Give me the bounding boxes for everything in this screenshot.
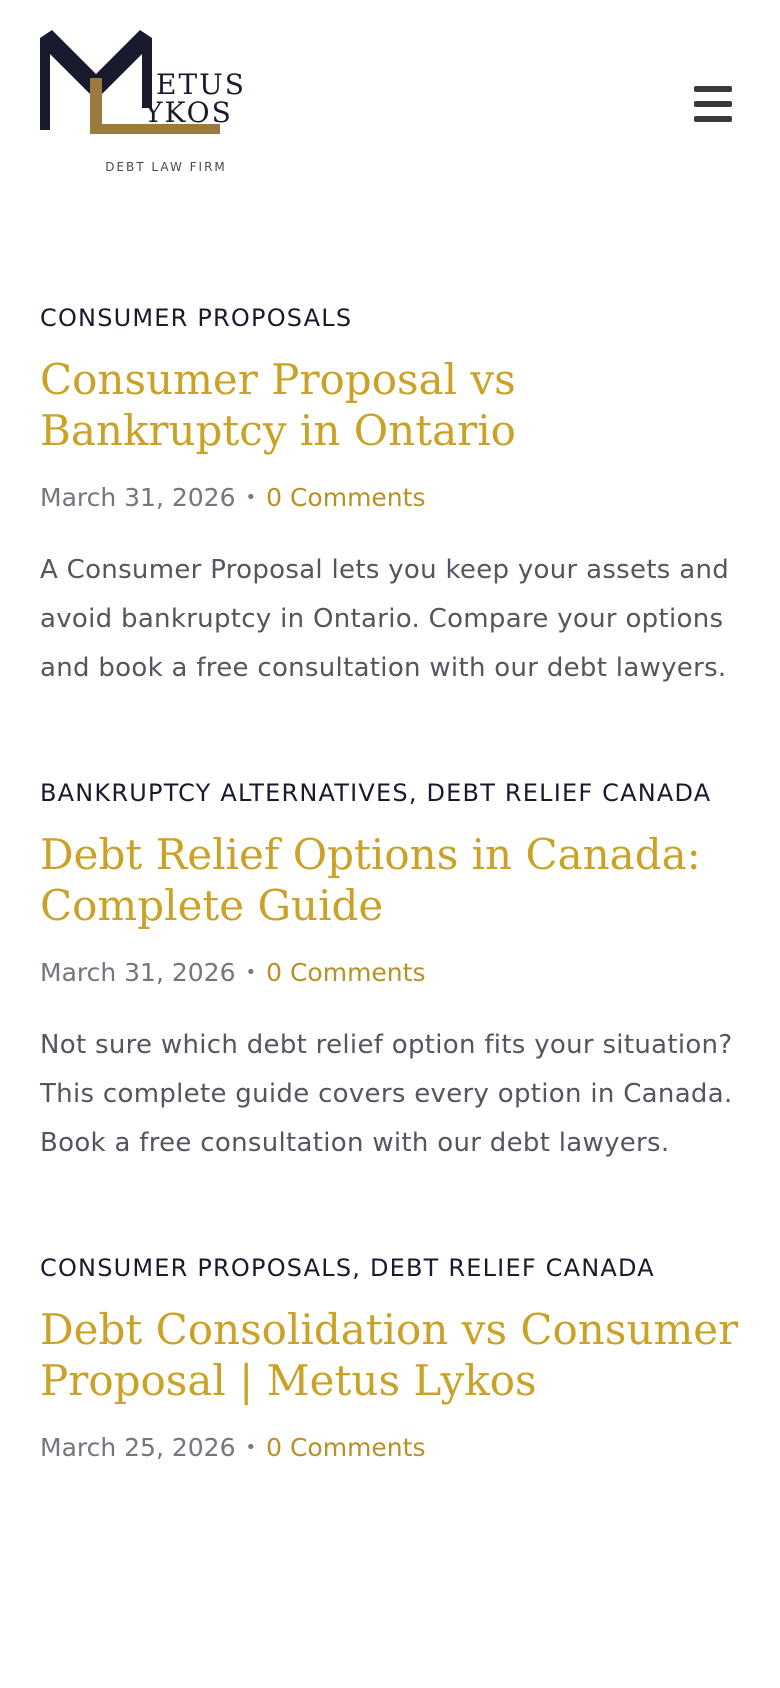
meta-separator: • (245, 487, 257, 508)
meta-separator: • (245, 962, 257, 983)
category-link[interactable]: DEBT RELIEF CANADA (426, 779, 712, 807)
post-title-link[interactable]: Debt Relief Options in Canada: Complete Guide (40, 830, 701, 930)
post-item (40, 775, 740, 1168)
post-title-link[interactable]: Consumer Proposal vs Bankruptcy in Ontario (40, 355, 516, 455)
post-item (40, 1250, 740, 1468)
site-logo[interactable] (40, 30, 270, 180)
hamburger-menu-icon[interactable] (692, 86, 736, 126)
post-title (40, 354, 740, 456)
category-link[interactable]: DEBT RELIEF CANADA (369, 1254, 655, 1282)
post-meta (40, 953, 740, 993)
logo-line1: ETUS (156, 68, 246, 101)
comments-link[interactable]: 0 Comments (266, 1433, 426, 1462)
post-meta (40, 1428, 740, 1468)
logo-line2: YKOS (144, 96, 233, 129)
post-title (40, 829, 740, 931)
post-item (40, 300, 740, 693)
post-meta (40, 478, 740, 518)
menu-bar (694, 101, 732, 107)
category-link[interactable]: CONSUMER PROPOSALS (40, 1254, 353, 1282)
meta-separator: • (245, 1437, 257, 1458)
menu-bar (694, 116, 732, 122)
category-link[interactable]: CONSUMER PROPOSALS (40, 304, 353, 332)
post-date: March 31, 2026 (40, 483, 236, 512)
post-date: March 31, 2026 (40, 958, 236, 987)
post-title (40, 1304, 740, 1406)
post-categories (40, 300, 740, 336)
category-link[interactable]: BANKRUPTCY ALTERNATIVES (40, 779, 409, 807)
post-title-link[interactable]: Debt Consolidation vs Consumer Proposal | Metus Lykos (40, 1305, 739, 1405)
logo-mark-icon (40, 30, 270, 160)
logo-tagline: DEBT LAW FIRM (105, 160, 227, 174)
site-header (0, 0, 780, 200)
comments-link[interactable]: 0 Comments (266, 483, 426, 512)
post-categories: CONSUMER PROPOSALS, DEBT RELIEF CANADA (40, 1254, 655, 1282)
post-date: March 25, 2026 (40, 1433, 236, 1462)
post-excerpt: Not sure which debt relief option fits your situation? This complete guide covers every option in Canada. Book a free consultation with our debt lawyers. (40, 1030, 733, 1158)
comments-link[interactable]: 0 Comments (266, 958, 426, 987)
post-list (40, 300, 740, 1550)
post-categories: BANKRUPTCY ALTERNATIVES, DEBT RELIEF CANADA (40, 779, 712, 807)
post-excerpt: A Consumer Proposal lets you keep your assets and avoid bankruptcy in Ontario. Compare your options and book a free consultation with our debt lawyers. (40, 555, 730, 683)
menu-bar (694, 86, 732, 92)
